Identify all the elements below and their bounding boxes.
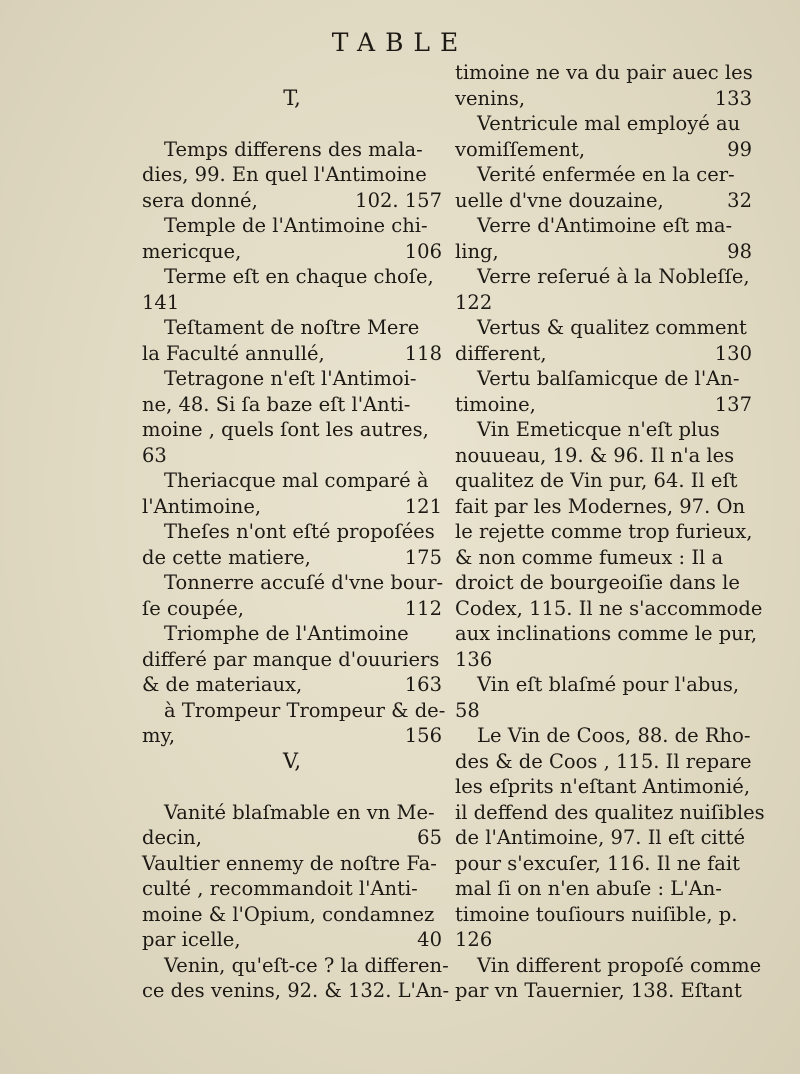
- index-line: [142, 621, 442, 647]
- entry-text: droict de bourgeoiſie dans le: [455, 571, 740, 594]
- entry-text: mal ſi on n'en abuſe : L'An-: [455, 877, 722, 900]
- entry-text: moine , quels ſont les autres,: [142, 418, 429, 441]
- index-line: [455, 290, 752, 316]
- index-line: [455, 978, 752, 1004]
- index-line: [455, 213, 752, 239]
- entry-text: Temple de l'Antimoine chi-: [164, 214, 428, 237]
- index-line: [142, 545, 442, 571]
- index-line: [142, 417, 442, 443]
- index-line: [142, 290, 442, 316]
- entry-text: timoine,: [455, 392, 536, 416]
- entry-text: il deffend des qualitez nuiſibles: [455, 800, 765, 824]
- section-letter-text: V,: [282, 748, 302, 773]
- entry-text: Verre d'Antimoine eſt ma-: [477, 214, 733, 237]
- page-reference: 130: [714, 341, 752, 365]
- page-reference: 65: [417, 826, 442, 849]
- index-line: [455, 876, 752, 902]
- entry-text: sera donné,: [142, 188, 258, 212]
- index-line: [455, 596, 763, 622]
- entry-text: moine & l'Opium, condamnez: [142, 902, 435, 926]
- entry-text: ce des venins, 92. & 132. L'An-: [142, 979, 450, 1002]
- index-line: [142, 366, 442, 392]
- entry-text: different,: [455, 341, 547, 365]
- entry-text: & non comme fumeux : Il a: [455, 545, 724, 569]
- entry-text: timoine touſiours nuiſible, p.: [455, 902, 738, 926]
- index-line: [455, 86, 752, 112]
- entry-text: 63: [142, 443, 167, 467]
- entry-text: timoine ne va du pair auec les: [455, 61, 753, 84]
- entry-text: Verité enfermée en la cer-: [477, 163, 735, 186]
- index-line: [142, 800, 442, 826]
- right-column: [455, 60, 765, 1004]
- index-line: [455, 239, 752, 265]
- entry-text: Vanité blaſmable en vn Me-: [164, 800, 435, 824]
- page-reference: 163: [404, 673, 442, 696]
- index-line: [142, 315, 442, 341]
- entry-text: à Trompeur Trompeur & de-: [164, 698, 446, 722]
- entry-text: aux inclinations comme le pur,: [455, 622, 758, 645]
- entry-text: Le Vin de Coos, 88. de Rho-: [477, 724, 751, 747]
- entry-text: Vin eſt blaſmé pour l'abus,: [477, 673, 740, 696]
- index-line: [455, 672, 752, 698]
- entry-text: Verre reſerué à la Nobleſſe,: [477, 265, 750, 288]
- entry-text: dies, 99. En quel l'Antimoine: [142, 163, 427, 186]
- index-line: [455, 417, 752, 443]
- index-line: [455, 137, 752, 163]
- page-reference: 118: [404, 341, 442, 365]
- index-line: [142, 494, 442, 520]
- entry-text: par icelle,: [142, 928, 241, 951]
- entry-text: mericque,: [142, 239, 242, 263]
- index-line: [142, 723, 442, 749]
- entry-text: ling,: [455, 239, 499, 263]
- index-line: [142, 825, 442, 851]
- index-line: [142, 570, 442, 596]
- entry-text: vomiſſement,: [455, 137, 586, 161]
- entry-text: nouueau, 19. & 96. Il n'a les: [455, 443, 735, 467]
- section-letter: [142, 86, 442, 112]
- index-line: [455, 723, 752, 749]
- entry-text: Codex, 115. Il ne s'accommode: [455, 596, 763, 620]
- left-column: [142, 60, 450, 1004]
- index-line: [142, 672, 442, 698]
- entry-text: Tonnerre accuſé d'vne bour-: [164, 571, 444, 594]
- index-line: [455, 570, 752, 596]
- entry-text: par vn Tauernier, 138. Eſtant: [455, 979, 742, 1002]
- entry-text: Terme eſt en chaque choſe,: [164, 265, 434, 288]
- page-reference: 98: [727, 239, 752, 263]
- entry-text: pour s'excuſer, 116. Il ne fait: [455, 851, 740, 875]
- index-line: [142, 264, 442, 290]
- entry-text: Tetragone n'eſt l'Antimoi-: [164, 367, 417, 390]
- index-line: [142, 596, 442, 622]
- entry-text: & de materiaux,: [142, 673, 303, 696]
- index-line: [455, 264, 752, 290]
- section-letter: [142, 749, 442, 775]
- page-reference: 175: [404, 545, 442, 569]
- index-line: [455, 494, 752, 520]
- index-line: [455, 341, 752, 367]
- index-line: [455, 315, 752, 341]
- entry-text: Theſes n'ont eſté propoſées: [164, 520, 435, 543]
- entry-text: culté , recommandoit l'Anti-: [142, 877, 418, 900]
- index-line: [455, 774, 752, 800]
- index-line: [142, 953, 449, 979]
- index-line: [142, 137, 442, 163]
- page-reference: 112: [404, 596, 442, 620]
- entry-text: Vertu balſamicque de l'An-: [477, 367, 740, 390]
- index-line: [455, 162, 752, 188]
- index-line: [455, 698, 752, 724]
- index-line: [142, 468, 442, 494]
- entry-text: de cette matiere,: [142, 545, 311, 569]
- index-line: [455, 800, 765, 826]
- entry-text: decin,: [142, 826, 202, 849]
- index-line: [455, 647, 752, 673]
- index-line: [455, 60, 752, 86]
- entry-text: les eſprits n'eſtant Antimonié,: [455, 775, 751, 798]
- entry-text: Vin Emeticque n'eſt plus: [477, 418, 720, 441]
- entry-text: qualitez de Vin pur, 64. Il eſt: [455, 469, 738, 492]
- entry-text: Vaultier ennemy de noſtre Fa-: [142, 851, 437, 875]
- entry-text: Teſtament de noſtre Mere: [164, 316, 420, 339]
- entry-text: 141: [142, 290, 180, 314]
- index-line: [142, 978, 450, 1004]
- index-line: [142, 851, 442, 877]
- index-line: [455, 519, 752, 545]
- index-line: [455, 443, 752, 469]
- entry-text: 126: [455, 928, 493, 951]
- index-line: [455, 902, 752, 928]
- page-reference: 137: [714, 392, 752, 416]
- entry-text: le rejette comme trop furieux,: [455, 520, 753, 543]
- entry-text: ſe coupée,: [142, 596, 244, 620]
- index-line: [455, 953, 762, 979]
- page-reference: 32: [727, 188, 752, 212]
- index-line: [142, 392, 442, 418]
- entry-text: l'Antimoine,: [142, 494, 262, 518]
- index-line: [142, 213, 442, 239]
- index-line: [142, 162, 442, 188]
- index-line: [142, 902, 442, 928]
- entry-text: Temps differens des mala-: [164, 137, 423, 161]
- index-line: [455, 825, 752, 851]
- index-line: [455, 188, 752, 214]
- index-line: [142, 698, 446, 724]
- index-line: [455, 545, 752, 571]
- entry-text: de l'Antimoine, 97. Il eſt citté: [455, 826, 746, 849]
- index-line: [455, 111, 752, 137]
- entry-text: my,: [142, 724, 176, 747]
- index-line: [142, 876, 442, 902]
- index-line: [142, 341, 442, 367]
- page-reference: 156: [404, 724, 442, 747]
- entry-text: Vin different propoſé comme: [477, 953, 762, 977]
- index-line: [455, 392, 752, 418]
- entry-text: 122: [455, 290, 493, 314]
- index-line: [142, 647, 442, 673]
- entry-text: ne, 48. Si ſa baze eſt l'Anti-: [142, 392, 411, 416]
- index-line: [455, 621, 758, 647]
- entry-text: Theriacque mal comparé à: [164, 469, 429, 492]
- page-reference: 133: [714, 86, 752, 110]
- entry-text: Ventricule mal employé au: [477, 112, 741, 135]
- index-line: [455, 927, 752, 953]
- index-line: [455, 851, 752, 877]
- index-line: [142, 443, 442, 469]
- index-line: [142, 188, 442, 214]
- entry-text: Venin, qu'eſt-ce ? la differen-: [164, 953, 449, 977]
- index-line: [142, 927, 442, 953]
- index-line: [455, 468, 752, 494]
- index-line: [142, 239, 442, 265]
- entry-text: la Faculté annullé,: [142, 341, 325, 365]
- entry-text: Vertus & qualitez comment: [477, 316, 747, 339]
- index-line: [142, 519, 442, 545]
- page-reference: 99: [727, 137, 752, 161]
- entry-text: 58: [455, 698, 480, 722]
- blank-line: [142, 774, 442, 800]
- page-reference: 40: [417, 928, 442, 951]
- page-reference: 102. 157: [355, 188, 442, 212]
- section-letter-text: T,: [283, 85, 301, 110]
- entry-text: venins,: [455, 86, 526, 110]
- blank-line: [142, 60, 442, 86]
- entry-text: uelle d'vne douzaine,: [455, 188, 664, 212]
- index-line: [455, 749, 752, 775]
- entry-text: fait par les Modernes, 97. On: [455, 494, 746, 518]
- page-reference: 121: [404, 494, 442, 518]
- running-head: TABLE: [331, 28, 469, 57]
- blank-line: [142, 111, 442, 137]
- entry-text: differé par manque d'ouuriers: [142, 647, 440, 671]
- entry-text: 136: [455, 647, 493, 671]
- entry-text: Triomphe de l'Antimoine: [164, 622, 409, 645]
- index-line: [455, 366, 752, 392]
- entry-text: des & de Coos , 115. Il repare: [455, 749, 752, 773]
- page-reference: 106: [404, 239, 442, 263]
